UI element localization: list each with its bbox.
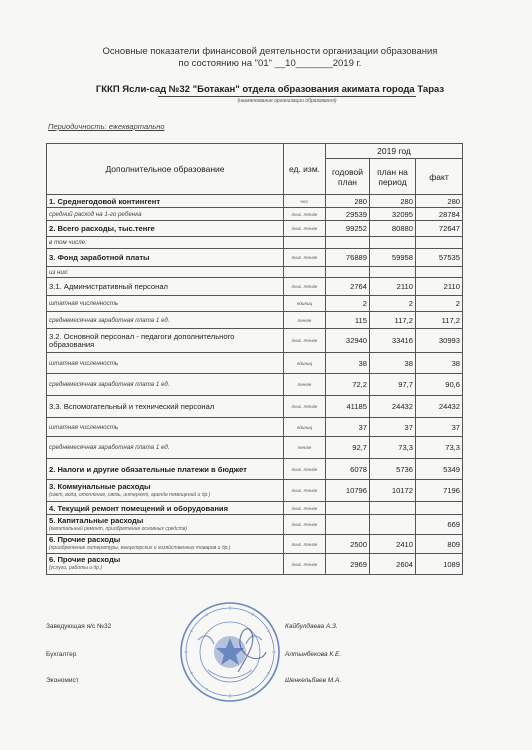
row-subcaption: (приобретение литературы, канцелярских и хозяйственных товаров и др.): [49, 545, 231, 551]
row-plan-period: 2604: [370, 554, 416, 575]
row-name-text: 3.3. Вспомогательный и технический персонал: [49, 402, 215, 411]
row-plan-year: 29539: [326, 208, 370, 221]
row-plan-year: 76889: [326, 249, 370, 267]
row-plan-year: [326, 237, 370, 249]
row-plan-year: 2: [326, 296, 370, 312]
row-name-text: среднемесячная заработная плата 1 ед.: [49, 444, 170, 451]
row-plan-year: 10796: [326, 480, 370, 502]
row-plan-period: [370, 502, 416, 515]
table-row: [47, 515, 463, 535]
row-name: [47, 554, 284, 575]
row-plan-period: 2: [370, 296, 416, 312]
periodicity-label: Периодичность: ежеквартально: [48, 122, 165, 131]
row-unit: тыс. тенге: [284, 554, 326, 575]
row-plan-period: 2410: [370, 535, 416, 554]
row-fact: [416, 237, 463, 249]
row-fact: 280: [416, 195, 463, 208]
row-plan-year: [326, 267, 370, 278]
row-fact: 5349: [416, 459, 463, 480]
table-row: [47, 221, 463, 237]
row-unit: тыс. тенге: [284, 502, 326, 515]
row-fact: 669: [416, 515, 463, 535]
row-name-text: 3. Коммунальные расходы: [49, 481, 151, 491]
row-fact: 809: [416, 535, 463, 554]
row-name: [47, 374, 284, 396]
row-name: [47, 437, 284, 459]
table-row: [47, 278, 463, 296]
row-plan-period: 117,2: [370, 312, 416, 329]
row-fact: 1089: [416, 554, 463, 575]
header-unit: ед. изм.: [284, 144, 326, 195]
table-row: [47, 418, 463, 437]
row-name-text: среднемесячная заработная плата 1 ед.: [49, 381, 170, 388]
row-name-text: штатная численность: [49, 423, 119, 431]
row-fact: 73,3: [416, 437, 463, 459]
row-unit: тыс. тенге: [284, 480, 326, 502]
row-name-text: из них:: [49, 268, 69, 276]
row-name: [47, 195, 284, 208]
row-plan-period: 2110: [370, 278, 416, 296]
row-subcaption: (услуги, работы и др.): [49, 565, 103, 571]
table-row: [47, 396, 463, 418]
row-plan-period: 33416: [370, 329, 416, 353]
row-plan-year: 38: [326, 353, 370, 374]
row-unit: тыс. тенге: [284, 459, 326, 480]
row-name: [47, 353, 284, 374]
row-name: [47, 267, 284, 278]
financial-table: [46, 143, 463, 575]
signature-name-accountant: Алтынбекова К.Е.: [285, 651, 342, 658]
row-name: [47, 237, 284, 249]
row-name-text: в том числе:: [49, 239, 87, 246]
table-row: [47, 502, 463, 515]
row-plan-year: [326, 515, 370, 535]
row-fact: 72647: [416, 221, 463, 237]
header-plan-period: план на период: [370, 159, 416, 195]
signature-role-economist: Экономист: [46, 677, 79, 684]
row-name-text: штатная численность: [49, 300, 119, 307]
row-fact: 37: [416, 418, 463, 437]
row-plan-year: 6078: [326, 459, 370, 480]
table-row: [47, 554, 463, 575]
table-row: [47, 237, 463, 249]
header-name: Дополнительное образование: [47, 144, 284, 195]
row-unit: чел.: [284, 195, 326, 208]
row-plan-period: 280: [370, 195, 416, 208]
row-name: [47, 278, 284, 296]
row-name-text: 1. Среднегодовой контингент: [49, 196, 161, 206]
row-fact: 90,6: [416, 374, 463, 396]
header-fact: факт: [416, 159, 463, 195]
row-fact: 30993: [416, 329, 463, 353]
row-unit: единиц: [284, 296, 326, 312]
row-unit: тыс. тенге: [284, 221, 326, 237]
row-name-text: 2. Налоги и другие обязательные платежи в бюджет: [49, 464, 247, 474]
row-name: [47, 249, 284, 267]
table-row: [47, 208, 463, 221]
row-name-text: 2. Всего расходы, тыс.тенге: [49, 224, 155, 233]
row-fact: 57535: [416, 249, 463, 267]
row-plan-year: 32940: [326, 329, 370, 353]
row-name: [47, 296, 284, 312]
row-fact: 2: [416, 296, 463, 312]
row-fact: 117,2: [416, 312, 463, 329]
row-subcaption: (свет, вода, отопление, связь, интернет, аренда помещений и др.): [49, 491, 211, 498]
row-name: [47, 459, 284, 480]
table-row: [47, 374, 463, 396]
organization-caption: (наименование организации образования): [237, 98, 337, 104]
row-plan-period: 97,7: [370, 374, 416, 396]
row-unit: [284, 267, 326, 278]
row-name: [47, 535, 284, 554]
row-plan-period: 5736: [370, 459, 416, 480]
row-name: [47, 208, 284, 221]
row-plan-period: 38: [370, 353, 416, 374]
row-plan-year: 92,7: [326, 437, 370, 459]
row-unit: тенге: [284, 374, 326, 396]
row-unit: тыс. тенге: [284, 329, 326, 353]
table-row: [47, 312, 463, 329]
title-line-2: по состоянию на "01" __10_______2019 г.: [178, 58, 362, 69]
row-plan-period: [370, 515, 416, 535]
signature-role-accountant: Бухгалтер: [46, 651, 77, 658]
table-row: [47, 249, 463, 267]
row-plan-period: 10172: [370, 480, 416, 502]
row-fact: 7196: [416, 480, 463, 502]
row-name-text: 6. Прочие расходы: [49, 535, 121, 544]
row-plan-period: 37: [370, 418, 416, 437]
row-unit: единиц: [284, 353, 326, 374]
row-fact: 24432: [416, 396, 463, 418]
row-plan-period: [370, 237, 416, 249]
row-name: [47, 480, 284, 502]
row-plan-period: 73,3: [370, 437, 416, 459]
row-plan-period: 80880: [370, 221, 416, 237]
row-plan-year: [326, 502, 370, 515]
signature-name-head: Кайбулдаева А.З.: [285, 623, 338, 630]
signature-role-head: Заведующая я/с №32: [46, 623, 112, 630]
row-plan-period: [370, 267, 416, 278]
row-name: [47, 396, 284, 418]
header-plan-year: годовой план: [326, 159, 370, 195]
table-body: [47, 195, 463, 575]
row-plan-year: 2969: [326, 554, 370, 575]
row-name-text: 3.2. Основной персонал - педагоги дополнительного образования: [49, 331, 235, 349]
signature-name-economist: Шенкельбаев М.А.: [285, 677, 342, 684]
row-name: [47, 418, 284, 437]
row-plan-period: 59958: [370, 249, 416, 267]
row-name-text: 4. Текущий ремонт помещений и оборудования: [49, 503, 229, 513]
row-fact: 38: [416, 353, 463, 374]
table-row: [47, 480, 463, 502]
table-row: [47, 353, 463, 374]
organization-underline: [158, 96, 416, 97]
row-plan-year: 41185: [326, 396, 370, 418]
row-unit: тенге: [284, 312, 326, 329]
table-row: [47, 329, 463, 353]
row-name-text: 6. Прочие расходы: [49, 555, 121, 564]
table-row: [47, 437, 463, 459]
row-unit: тыс. тенге: [284, 278, 326, 296]
row-name: [47, 221, 284, 237]
row-plan-year: 99252: [326, 221, 370, 237]
row-plan-year: 280: [326, 195, 370, 208]
row-plan-year: 72,2: [326, 374, 370, 396]
document-title: [60, 46, 480, 70]
row-plan-year: 2500: [326, 535, 370, 554]
row-unit: единиц: [284, 418, 326, 437]
row-unit: тыс. тенге: [284, 396, 326, 418]
row-plan-period: 24432: [370, 396, 416, 418]
row-name-text: штатная численность: [49, 359, 119, 367]
row-name: [47, 329, 284, 353]
table-row: [47, 296, 463, 312]
row-plan-year: 37: [326, 418, 370, 437]
row-name: [47, 515, 284, 535]
row-plan-year: 115: [326, 312, 370, 329]
row-unit: [284, 237, 326, 249]
table-row: [47, 267, 463, 278]
row-name-text: 3.1. Административный персонал: [49, 282, 168, 291]
table-row: [47, 459, 463, 480]
row-fact: [416, 502, 463, 515]
title-line-1: Основные показатели финансовой деятельности организации образования: [102, 46, 438, 57]
row-unit: тыс. тенге: [284, 208, 326, 221]
row-subcaption: (капитальный ремонт, приобретение основных средств): [49, 525, 188, 532]
header-year: 2019 год: [326, 144, 463, 159]
table-row: [47, 195, 463, 208]
row-name-text: среднемесячная заработная плата 1 ед.: [49, 316, 170, 324]
row-plan-year: 2764: [326, 278, 370, 296]
table-row: [47, 535, 463, 554]
row-name-text: 5. Капитальные расходы: [49, 515, 144, 525]
row-unit: тыс. тенге: [284, 535, 326, 554]
official-stamp-icon: [178, 600, 282, 704]
row-unit: тыс. тенге: [284, 249, 326, 267]
row-unit: тенге: [284, 437, 326, 459]
row-fact: 28784: [416, 208, 463, 221]
row-name: [47, 502, 284, 515]
row-plan-period: 32095: [370, 208, 416, 221]
row-name-text: 3. Фонд заработной платы: [49, 253, 150, 262]
row-name: [47, 312, 284, 329]
organization-name: ГККП Ясли-сад №32 "Ботакан" отдела образования акимата города Тараз: [95, 84, 445, 95]
row-fact: [416, 267, 463, 278]
row-name-text: средний расход на 1-го ребенка: [49, 210, 142, 218]
row-fact: 2110: [416, 278, 463, 296]
row-unit: тыс. тенге: [284, 515, 326, 535]
